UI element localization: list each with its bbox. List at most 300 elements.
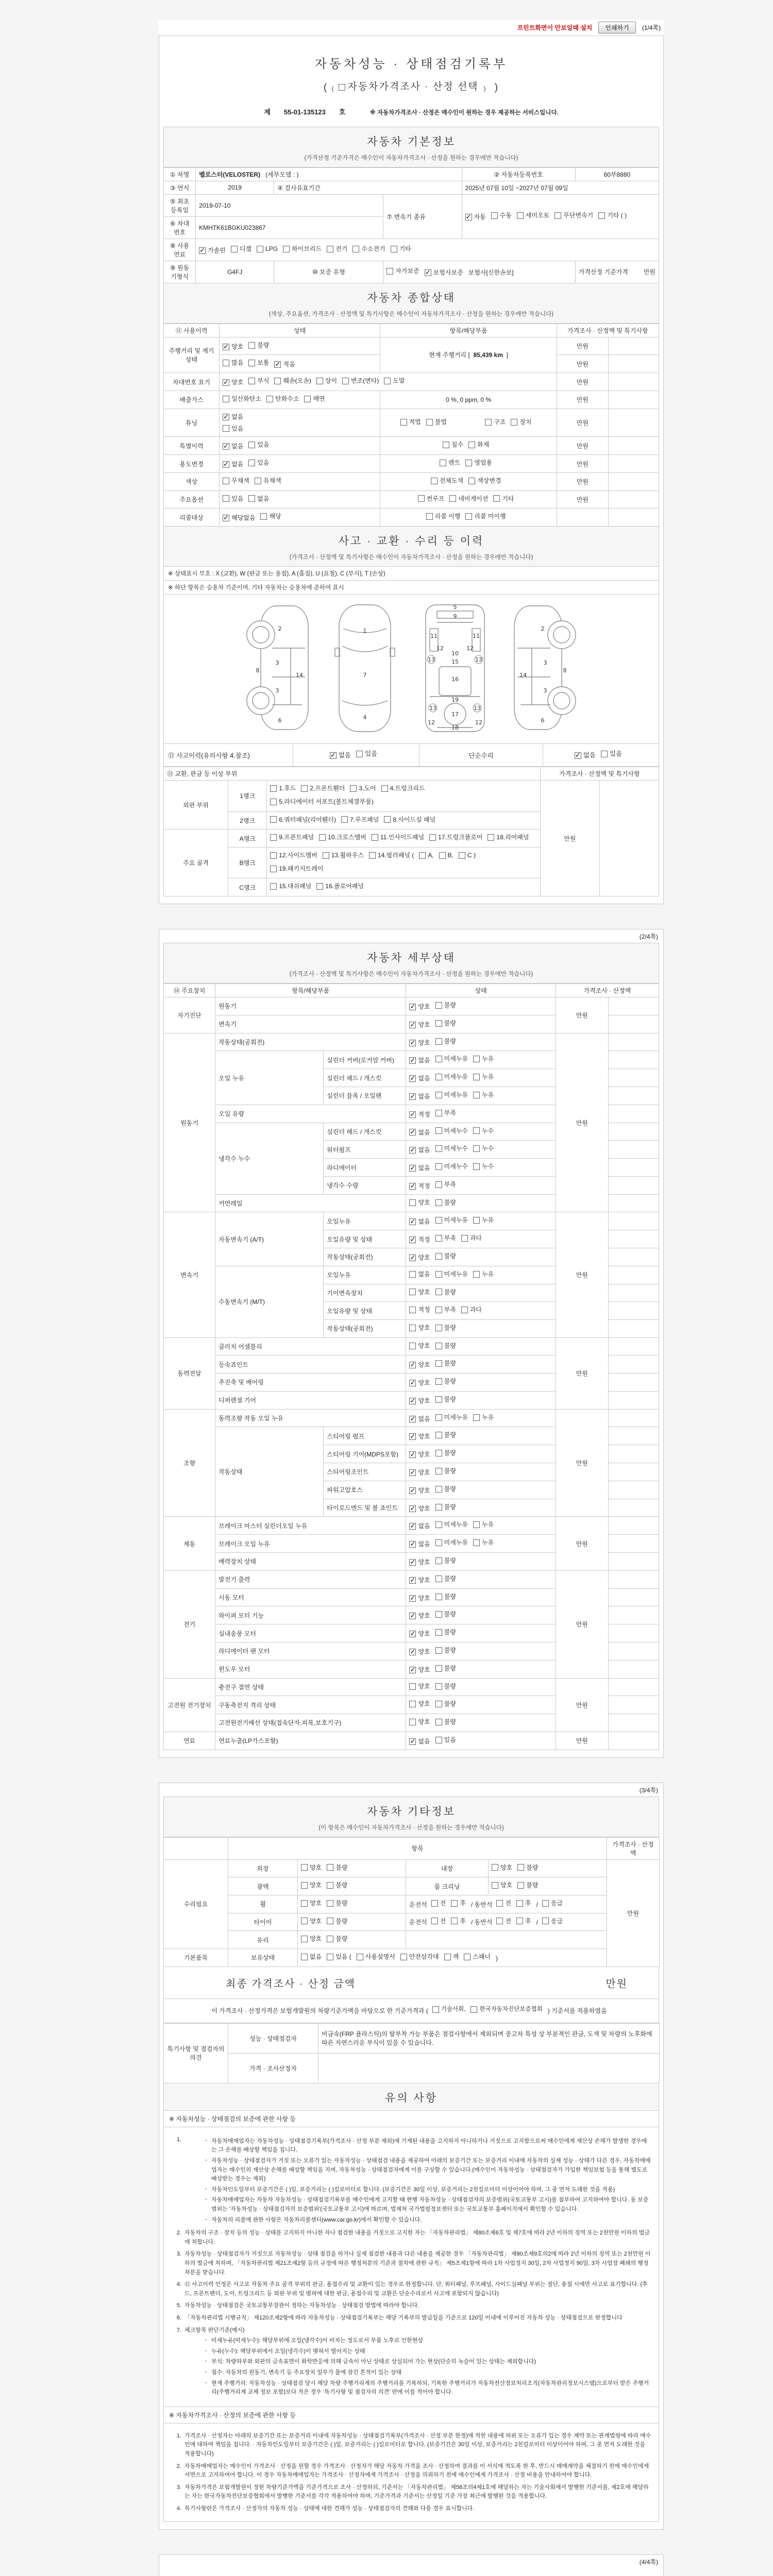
checkbox[interactable] xyxy=(319,834,326,841)
checkbox[interactable] xyxy=(468,478,475,484)
checkbox[interactable] xyxy=(435,1163,442,1170)
checkbox-checked[interactable]: ✓ xyxy=(410,1522,416,1530)
checkbox-label: 불량 xyxy=(444,1431,456,1439)
checkbox[interactable] xyxy=(419,852,426,859)
checkbox-item xyxy=(435,1179,456,1191)
checkbox[interactable] xyxy=(384,378,391,384)
detail-note-cell xyxy=(608,1123,659,1141)
checkbox[interactable] xyxy=(270,799,277,805)
checkbox[interactable] xyxy=(386,268,393,275)
checkbox[interactable] xyxy=(435,1217,442,1224)
checkbox[interactable] xyxy=(444,1954,451,1960)
checkbox[interactable] xyxy=(435,1539,442,1546)
checkbox[interactable] xyxy=(473,1092,480,1098)
checkbox-label: 없음 xyxy=(231,461,244,468)
checkbox[interactable] xyxy=(449,495,456,502)
checkbox[interactable] xyxy=(255,478,261,484)
checkbox[interactable] xyxy=(435,1343,442,1349)
checkbox[interactable] xyxy=(517,1864,524,1871)
interior-label: 내장 xyxy=(406,1859,489,1877)
checkbox[interactable] xyxy=(493,495,500,502)
checkbox[interactable] xyxy=(266,396,273,402)
checkbox[interactable] xyxy=(435,1074,442,1080)
checkbox[interactable] xyxy=(435,1110,442,1116)
checkbox[interactable] xyxy=(418,495,425,502)
checkbox[interactable] xyxy=(473,1521,480,1528)
checkbox-item xyxy=(516,1897,531,1909)
checkbox[interactable] xyxy=(426,513,433,520)
checkbox[interactable] xyxy=(435,1378,442,1385)
checkbox[interactable] xyxy=(316,883,323,890)
price-survey-select-option xyxy=(331,82,491,93)
checkbox[interactable] xyxy=(327,246,333,252)
checkbox[interactable] xyxy=(473,1271,480,1278)
checkbox[interactable] xyxy=(316,378,323,384)
checkbox[interactable] xyxy=(372,834,378,841)
checkbox-checked[interactable]: ✓ xyxy=(410,1164,416,1172)
checkbox[interactable] xyxy=(435,1235,442,1242)
checkbox[interactable] xyxy=(432,2006,439,2013)
checkbox-checked[interactable]: ✓ xyxy=(425,268,431,276)
checkbox-checked[interactable]: ✓ xyxy=(410,1074,416,1082)
checkbox[interactable] xyxy=(435,1396,442,1403)
checkbox[interactable] xyxy=(435,1521,442,1528)
checkbox-label: A, xyxy=(428,851,434,859)
checkbox[interactable] xyxy=(435,1199,442,1206)
checkbox[interactable] xyxy=(435,1056,442,1062)
checkbox[interactable] xyxy=(435,1002,442,1009)
checkbox[interactable] xyxy=(435,1468,442,1475)
checkbox[interactable] xyxy=(459,852,465,859)
checkbox-label: 없음 xyxy=(418,1164,430,1172)
checkbox[interactable] xyxy=(435,1289,442,1295)
checkbox[interactable] xyxy=(409,1271,416,1278)
diagram-number: 1 xyxy=(363,628,367,635)
checkbox-checked[interactable]: ✓ xyxy=(410,1020,416,1028)
checkbox[interactable] xyxy=(342,378,349,384)
detail-state xyxy=(406,1427,556,1445)
checkbox[interactable] xyxy=(435,1127,442,1134)
checkbox-item xyxy=(464,1951,491,1963)
checkbox-label: 양호 xyxy=(418,1342,430,1349)
checkbox-label: 후 xyxy=(525,1917,531,1925)
checkbox[interactable] xyxy=(270,834,277,841)
checkbox[interactable] xyxy=(327,1900,333,1907)
checkbox[interactable] xyxy=(496,1900,503,1907)
checkbox[interactable] xyxy=(301,785,308,792)
checkbox[interactable] xyxy=(473,1163,480,1170)
checkbox-label: 양호 xyxy=(418,1576,430,1584)
detail-state xyxy=(406,1033,556,1051)
checkbox-checked[interactable]: ✓ xyxy=(410,1432,416,1440)
checkbox-label: 유채색 xyxy=(263,477,281,484)
checkbox[interactable] xyxy=(473,1145,480,1152)
checkbox[interactable] xyxy=(435,1450,442,1456)
checkbox-label: 불량 xyxy=(444,1198,456,1206)
checkbox[interactable] xyxy=(435,1611,442,1618)
checkbox[interactable] xyxy=(491,212,498,219)
checkbox-label: 양호 xyxy=(310,1899,322,1907)
checkbox[interactable] xyxy=(485,419,492,426)
checkbox-checked[interactable]: ✓ xyxy=(410,1128,416,1136)
checkbox[interactable] xyxy=(381,785,388,792)
checkbox-item xyxy=(409,1520,430,1532)
checkbox-checked[interactable]: ✓ xyxy=(410,1468,416,1476)
checkbox[interactable] xyxy=(270,816,277,823)
checkbox[interactable] xyxy=(357,1954,363,1960)
checkbox-checked[interactable]: ✓ xyxy=(410,1737,416,1745)
checkbox[interactable] xyxy=(435,1360,442,1367)
basic-info-table xyxy=(163,167,659,283)
checkbox[interactable] xyxy=(465,460,472,466)
checkbox[interactable] xyxy=(341,816,348,823)
checkbox-label: 양호 xyxy=(231,379,244,386)
checkbox-item xyxy=(260,511,281,522)
tire-options xyxy=(298,1913,406,1931)
checkbox[interactable] xyxy=(473,1074,480,1080)
checkbox-checked[interactable]: ✓ xyxy=(410,1630,416,1638)
checkbox[interactable] xyxy=(492,1864,498,1871)
checkbox-checked[interactable]: ✓ xyxy=(410,1002,416,1010)
checkbox-checked[interactable]: ✓ xyxy=(199,246,206,254)
checkbox[interactable] xyxy=(461,1307,468,1313)
checkbox-item xyxy=(409,1628,430,1640)
checkbox[interactable] xyxy=(516,1900,523,1907)
checkbox[interactable] xyxy=(542,1900,549,1907)
checkbox-checked[interactable]: ✓ xyxy=(410,1594,416,1602)
checkbox[interactable] xyxy=(327,1954,333,1960)
checkbox[interactable] xyxy=(554,212,561,219)
checkbox-checked[interactable]: ✓ xyxy=(410,1092,416,1100)
checkbox[interactable] xyxy=(270,852,277,859)
checkbox-checked[interactable]: ✓ xyxy=(410,1146,416,1154)
checkbox[interactable] xyxy=(465,513,472,520)
checkbox[interactable] xyxy=(542,1918,549,1924)
checkbox-item xyxy=(409,1197,430,1209)
checkbox-label: 응급 xyxy=(550,1899,563,1907)
checkbox[interactable] xyxy=(400,1954,407,1960)
checkbox[interactable] xyxy=(435,1414,442,1421)
checkbox[interactable] xyxy=(350,785,357,792)
checkbox-checked[interactable]: ✓ xyxy=(410,1450,416,1459)
checkbox[interactable] xyxy=(400,419,407,426)
checkbox[interactable] xyxy=(270,883,277,890)
checkbox[interactable] xyxy=(274,378,281,384)
checkbox-item xyxy=(409,1037,430,1049)
checkbox[interactable] xyxy=(473,1539,480,1546)
mileage-label: 주행거리 및 계기상태 xyxy=(164,337,220,373)
checkbox[interactable] xyxy=(257,246,263,252)
checkbox-label: 3.도어 xyxy=(359,785,376,792)
checkbox[interactable] xyxy=(464,1954,470,1960)
checkbox[interactable] xyxy=(223,396,229,402)
checkbox[interactable] xyxy=(223,478,229,484)
tire-label: 타이어 xyxy=(228,1913,298,1931)
checkbox[interactable] xyxy=(301,1864,308,1871)
print-button[interactable]: 인쇄하기 xyxy=(598,22,635,33)
checkbox[interactable] xyxy=(339,84,345,91)
checkbox[interactable] xyxy=(468,442,475,448)
checkbox-checked[interactable]: ✓ xyxy=(410,1056,416,1064)
checkbox[interactable] xyxy=(435,1629,442,1636)
checkbox-checked[interactable]: ✓ xyxy=(410,1414,416,1422)
checkbox[interactable] xyxy=(496,1918,503,1924)
checkbox-checked[interactable]: ✓ xyxy=(410,1504,416,1512)
checkbox[interactable] xyxy=(451,1918,458,1924)
section-caution xyxy=(163,2083,659,2111)
checkbox[interactable] xyxy=(492,1882,498,1889)
checkbox-label: 미세누유 xyxy=(444,1055,468,1063)
diagram-number: 8 xyxy=(256,667,260,674)
checkbox-label: 불량 xyxy=(444,1449,456,1457)
inspector-opinion: 비금속(FRP 플라스틱)의 탈부착 가능 부품은 점검사항에서 제외되며 중고차 특성 상 부분적인 판금, 도색 및 차량의 노후화에 따른 자연스러운 부식이 있을 수 있습니다. xyxy=(318,2023,660,2053)
inspection-valid-period: 2025년 07월 10일 ~2027년 07월 09일 xyxy=(462,181,659,194)
checkbox-checked[interactable]: ✓ xyxy=(410,1361,416,1369)
checkbox[interactable] xyxy=(301,1900,308,1907)
checkbox-item xyxy=(459,850,476,861)
checkbox-label: 전체도색 xyxy=(439,477,464,484)
checkbox-checked[interactable]: ✓ xyxy=(575,751,581,759)
checkbox-checked[interactable]: ✓ xyxy=(223,412,229,420)
checkbox[interactable] xyxy=(409,1683,416,1690)
checkbox-checked[interactable]: ✓ xyxy=(223,460,229,468)
checkbox[interactable] xyxy=(384,816,391,823)
page-4 xyxy=(159,2554,664,2576)
checkbox[interactable] xyxy=(301,1918,308,1924)
checkbox-item xyxy=(270,863,323,875)
checkbox[interactable] xyxy=(426,419,433,426)
checkbox[interactable] xyxy=(435,1557,442,1564)
checkbox[interactable] xyxy=(248,460,255,466)
checkbox[interactable] xyxy=(470,2006,477,2013)
checkbox[interactable] xyxy=(516,1918,523,1924)
checkbox[interactable] xyxy=(461,1235,468,1242)
checkbox-checked[interactable]: ✓ xyxy=(410,1486,416,1494)
checkbox[interactable] xyxy=(248,378,255,384)
checkbox[interactable] xyxy=(435,1647,442,1654)
checkbox[interactable] xyxy=(369,852,376,859)
checkbox[interactable] xyxy=(248,360,255,366)
checkbox[interactable] xyxy=(248,342,255,349)
checkbox-label: 불량 xyxy=(444,1557,456,1565)
checkbox-checked[interactable]: ✓ xyxy=(410,1038,416,1046)
col-detail-item: 항목/해당부품 xyxy=(215,984,406,997)
checkbox-checked[interactable]: ✓ xyxy=(275,360,281,368)
detail-state xyxy=(406,1714,556,1732)
diagram-number: 4 xyxy=(363,714,367,721)
checkbox-label: 잭 xyxy=(452,1953,459,1960)
checkbox-checked[interactable]: ✓ xyxy=(410,1575,416,1584)
checkbox[interactable] xyxy=(409,1701,416,1707)
checkbox[interactable] xyxy=(435,1020,442,1027)
checkbox[interactable] xyxy=(223,495,229,502)
checkbox-item xyxy=(409,1395,430,1407)
checkbox[interactable] xyxy=(270,785,277,792)
checkbox[interactable] xyxy=(248,495,255,502)
exterior-label: 외장 xyxy=(228,1859,298,1877)
option-text: / 동반석 xyxy=(470,1901,493,1908)
checkbox-label: 자동 xyxy=(474,213,486,221)
checkbox[interactable] xyxy=(352,246,359,252)
checkbox[interactable] xyxy=(431,478,438,484)
checkbox[interactable] xyxy=(409,1289,416,1295)
checkbox-checked[interactable]: ✓ xyxy=(410,1396,416,1404)
checkbox[interactable] xyxy=(409,1343,416,1349)
checkbox[interactable] xyxy=(451,1900,458,1907)
checkbox-checked[interactable]: ✓ xyxy=(410,1557,416,1566)
detail-note-cell xyxy=(608,1212,659,1230)
checkbox-label: 불량 xyxy=(444,1485,456,1493)
checkbox[interactable] xyxy=(435,1181,442,1188)
checkbox[interactable] xyxy=(435,1683,442,1690)
diagram-number: 3 xyxy=(543,687,547,694)
checkbox-label: 양호 xyxy=(418,1361,430,1369)
checkbox[interactable] xyxy=(356,751,363,757)
checkbox-item xyxy=(248,375,269,387)
checkbox-item xyxy=(435,1608,456,1620)
checkbox[interactable] xyxy=(435,1038,442,1045)
checkbox[interactable] xyxy=(327,1882,333,1889)
checkbox[interactable] xyxy=(435,1432,442,1438)
checkbox[interactable] xyxy=(260,513,267,520)
checkbox[interactable] xyxy=(283,246,290,252)
checkbox[interactable] xyxy=(435,1253,442,1260)
checkbox-label: 누유 xyxy=(482,1073,494,1081)
checkbox[interactable] xyxy=(435,1737,442,1743)
checkbox-checked[interactable]: ✓ xyxy=(465,213,472,221)
checkbox-checked[interactable]: ✓ xyxy=(410,1253,416,1261)
checkbox-label: 양호 xyxy=(418,1451,430,1459)
checkbox[interactable] xyxy=(327,1918,333,1924)
detail-item: 구동축전지 격리 상태 xyxy=(215,1696,406,1714)
checkbox-item xyxy=(223,393,261,405)
checkbox[interactable] xyxy=(429,834,436,841)
checkbox[interactable] xyxy=(409,1199,416,1206)
checkbox-checked[interactable]: ✓ xyxy=(410,1665,416,1673)
checkbox[interactable] xyxy=(431,1900,438,1907)
checkbox-checked[interactable]: ✓ xyxy=(410,1110,416,1118)
checkbox[interactable] xyxy=(435,1271,442,1278)
checkbox-checked[interactable]: ✓ xyxy=(223,342,229,350)
checkbox[interactable] xyxy=(301,1954,308,1960)
checkbox-label: 침수 xyxy=(451,441,464,449)
checkbox[interactable] xyxy=(270,866,277,872)
checkbox-checked[interactable]: ✓ xyxy=(410,1235,416,1244)
section-etc-note: (이 항목은 매수인이 자동차가격조사 · 산정을 원하는 경우에만 적습니다) xyxy=(318,1824,504,1831)
checkbox[interactable] xyxy=(435,1504,442,1511)
checkbox[interactable] xyxy=(473,1127,480,1134)
checkbox-label: 없음 xyxy=(418,1218,430,1226)
checkbox[interactable] xyxy=(248,442,255,448)
checkbox-label: 7.루프패널 xyxy=(349,816,379,823)
diagram-number: 14 xyxy=(519,672,527,679)
checkbox[interactable] xyxy=(435,1092,442,1098)
checkbox[interactable] xyxy=(439,852,446,859)
checkbox-checked[interactable]: ✓ xyxy=(223,514,229,522)
checkbox[interactable] xyxy=(435,1325,442,1331)
checkbox[interactable] xyxy=(231,246,238,252)
checkbox[interactable] xyxy=(301,1936,308,1942)
checkbox[interactable] xyxy=(435,1486,442,1493)
device-label: 연료 xyxy=(164,1732,215,1750)
checkbox[interactable] xyxy=(431,1918,438,1924)
checkbox-checked[interactable]: ✓ xyxy=(410,1378,416,1386)
checkbox[interactable] xyxy=(409,1325,416,1331)
checkbox[interactable] xyxy=(409,1307,416,1313)
checkbox-item xyxy=(409,1234,430,1246)
checkbox[interactable] xyxy=(598,212,605,219)
checkbox[interactable] xyxy=(473,1414,480,1421)
diagram-number: 18 xyxy=(451,724,459,732)
checkbox-checked[interactable]: ✓ xyxy=(410,1540,416,1548)
checkbox[interactable] xyxy=(473,1217,480,1224)
detail-note-cell xyxy=(608,1660,659,1678)
checkbox-checked[interactable]: ✓ xyxy=(410,1647,416,1655)
detail-note-cell xyxy=(608,1319,659,1337)
checkbox-label: 양호 xyxy=(418,1003,430,1011)
checkbox[interactable] xyxy=(435,1145,442,1152)
checkbox-label: 변조(변타) xyxy=(351,377,379,385)
checkbox-checked[interactable]: ✓ xyxy=(330,751,336,759)
checkbox-checked[interactable]: ✓ xyxy=(410,1181,416,1190)
checkbox[interactable] xyxy=(327,1864,333,1871)
checkbox-label: 후 xyxy=(525,1899,531,1907)
checkbox[interactable] xyxy=(304,396,311,402)
print-install-notice[interactable]: 프린트화면이 안보일때 설치 xyxy=(517,24,593,31)
checkbox[interactable] xyxy=(517,212,524,219)
checkbox-label: 없음 xyxy=(418,1057,430,1064)
checkbox-checked[interactable]: ✓ xyxy=(410,1217,416,1226)
checkbox[interactable] xyxy=(511,419,517,426)
checkbox[interactable] xyxy=(601,751,608,757)
checkbox-label: 양호 xyxy=(310,1863,322,1871)
checkbox[interactable] xyxy=(517,1882,524,1889)
checkbox[interactable] xyxy=(488,834,494,841)
checkbox-item xyxy=(473,1412,494,1423)
section-accident-note: (가격조사 · 산정액 및 특기사항은 매수인이 자동차가격조사 · 산정을 원하는 경우에만 적습니다) xyxy=(289,554,533,561)
checkbox-item xyxy=(601,748,622,760)
checkbox[interactable] xyxy=(409,1719,416,1725)
checkbox[interactable] xyxy=(435,1594,442,1600)
checkbox[interactable] xyxy=(435,1665,442,1672)
checkbox-label: 11.인사이드패널 xyxy=(380,834,425,841)
checkbox[interactable] xyxy=(443,442,449,448)
checkbox[interactable] xyxy=(435,1575,442,1582)
checkbox[interactable] xyxy=(223,425,229,432)
checkbox-label: 구조 xyxy=(494,418,506,426)
checkbox-checked[interactable]: ✓ xyxy=(410,1612,416,1620)
checkbox[interactable] xyxy=(323,852,329,859)
checkbox[interactable] xyxy=(435,1701,442,1707)
checkbox[interactable] xyxy=(327,1936,333,1942)
checkbox[interactable] xyxy=(223,360,229,366)
detail-mid-label: 작동상태 xyxy=(215,1427,324,1517)
page-indicator-2: (2/4쪽) xyxy=(639,933,658,941)
checkbox-label: 누수 xyxy=(482,1163,494,1171)
checkbox[interactable] xyxy=(435,1307,442,1313)
checkbox[interactable] xyxy=(391,246,397,252)
checkbox-checked[interactable]: ✓ xyxy=(223,378,229,386)
checkbox[interactable] xyxy=(301,1882,308,1889)
checkbox[interactable] xyxy=(435,1719,442,1725)
checkbox[interactable] xyxy=(440,460,446,466)
checkbox-checked[interactable]: ✓ xyxy=(223,442,229,450)
detail-note-cell xyxy=(608,1445,659,1463)
notice-item: 6. 「자동차관리법 시행규칙」 제120조제2항에 따라 자동차성능 · 상태점검기록부는 해당 기록부의 발급일을 기준으로 120일 이내에 이루어진 자동차 성능 · 상태점검으로 한정합니다 xyxy=(176,2314,623,2321)
notice-bullet: ◦ 자동차매매업자는 자동차성능 · 상태점검기록부(가격조사 · 산정 부분 제외)에 기재된 내용을 고지하지 아니하거나 거짓으로 고지함으로써 매수인에게 재산상 손해가 발생한 경우에는 그 손해를 배상할 책임을 집니다. xyxy=(205,2137,651,2155)
checkbox-label: 수동 xyxy=(499,212,512,219)
checkbox[interactable] xyxy=(473,1056,480,1062)
